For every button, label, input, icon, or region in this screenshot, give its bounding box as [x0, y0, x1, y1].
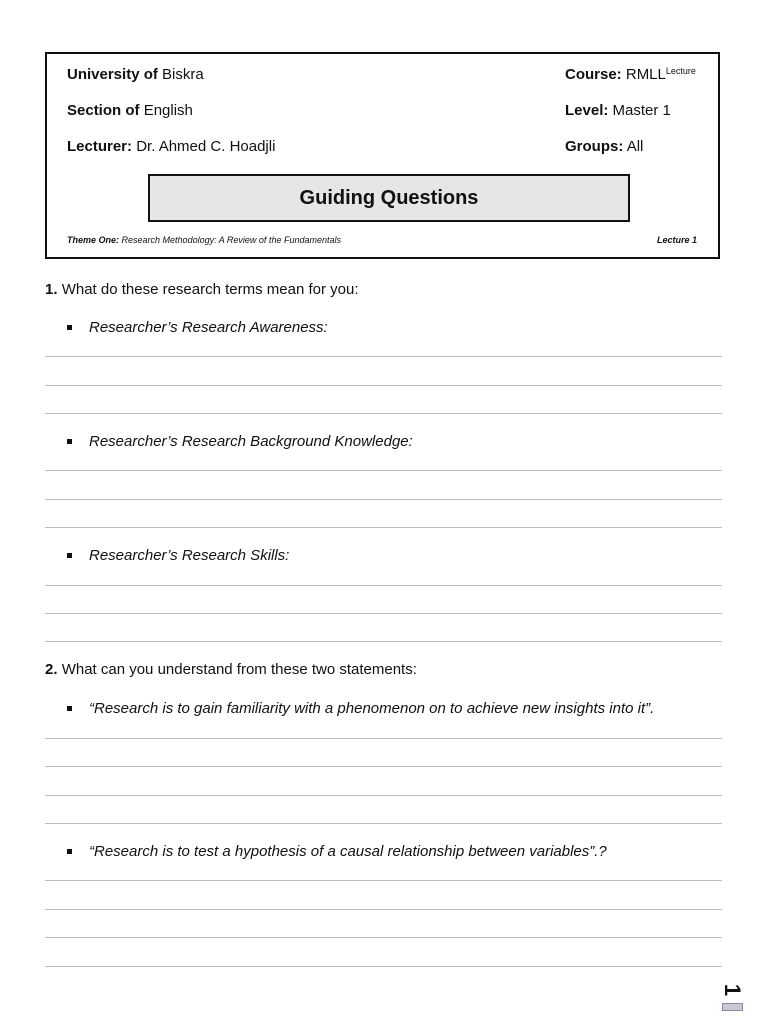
bullet-square-icon: [67, 706, 72, 711]
groups-row: [565, 138, 643, 155]
level-value: Master 1: [612, 102, 671, 119]
section-row: [67, 102, 193, 119]
course-value: RMLL: [625, 66, 666, 83]
lecturer-label: Lecturer:: [67, 138, 133, 155]
answer-line: [45, 499, 722, 500]
question-1-number: 1.: [45, 281, 58, 298]
theme-line: [67, 235, 341, 245]
bullet-square-icon: [67, 553, 72, 558]
q1-bullet-3-text: Researcher’s Research Skills:: [89, 547, 290, 564]
answer-line: [45, 738, 722, 739]
answer-line: [45, 613, 722, 614]
question-2-text: What can you understand from these two statements:: [61, 661, 417, 678]
answer-line: [45, 527, 722, 528]
lecture-number: Lecture 1: [656, 235, 697, 245]
q1-bullet-2: [67, 433, 413, 450]
q2-bullet-2-text: “Research is to test a hypothesis of a causal relationship between variables”.?: [89, 843, 607, 860]
q1-bullet-3: [67, 547, 289, 564]
question-2: [45, 661, 417, 678]
answer-line: [45, 470, 722, 471]
q2-bullet-1: [67, 700, 654, 717]
course-superscript: Lecture: [665, 66, 696, 76]
answer-line: [45, 880, 722, 881]
theme-label: Theme One:: [67, 235, 120, 245]
university-row: [67, 66, 204, 83]
answer-line: [45, 413, 722, 414]
q2-bullet-1-text: “Research is to gain familiarity with a phenomenon on to achieve new insights into it”.: [89, 700, 655, 717]
page-title: Guiding Questions: [148, 174, 630, 222]
lecturer-row: [67, 138, 275, 155]
course-row: [565, 66, 696, 83]
level-label: Level:: [565, 102, 609, 119]
theme-value: Research Methodology: A Review of the Fundamentals: [121, 235, 341, 245]
bullet-square-icon: [67, 849, 72, 854]
answer-line: [45, 823, 722, 824]
answer-line: [45, 937, 722, 938]
question-1: [45, 281, 359, 298]
q1-bullet-1: [67, 319, 328, 336]
header-box: [45, 52, 720, 259]
university-label: University of: [67, 66, 158, 83]
bullet-square-icon: [67, 439, 72, 444]
question-2-number: 2.: [45, 661, 58, 678]
answer-line: [45, 585, 722, 586]
q1-bullet-1-text: Researcher’s Research Awareness:: [89, 319, 328, 336]
level-row: [565, 102, 671, 119]
university-value: Biskra: [162, 66, 204, 83]
groups-value: All: [626, 138, 644, 155]
course-label: Course:: [565, 66, 622, 83]
answer-line: [45, 356, 722, 357]
lecturer-value: Dr. Ahmed C. Hoadjli: [136, 138, 276, 155]
answer-line: [45, 966, 722, 967]
groups-label: Groups:: [565, 138, 624, 155]
question-1-text: What do these research terms mean for you:: [61, 281, 359, 298]
section-value: English: [143, 102, 193, 119]
page-tab-decoration: [722, 1003, 743, 1011]
q2-bullet-2: [67, 843, 607, 860]
section-label: Section of: [67, 102, 140, 119]
answer-line: [45, 641, 722, 642]
answer-line: [45, 909, 722, 910]
q1-bullet-2-text: Researcher’s Research Background Knowledge:: [89, 433, 413, 450]
bullet-square-icon: [67, 325, 72, 330]
answer-line: [45, 795, 722, 796]
page-number: 1: [720, 983, 745, 997]
answer-line: [45, 766, 722, 767]
answer-line: [45, 385, 722, 386]
